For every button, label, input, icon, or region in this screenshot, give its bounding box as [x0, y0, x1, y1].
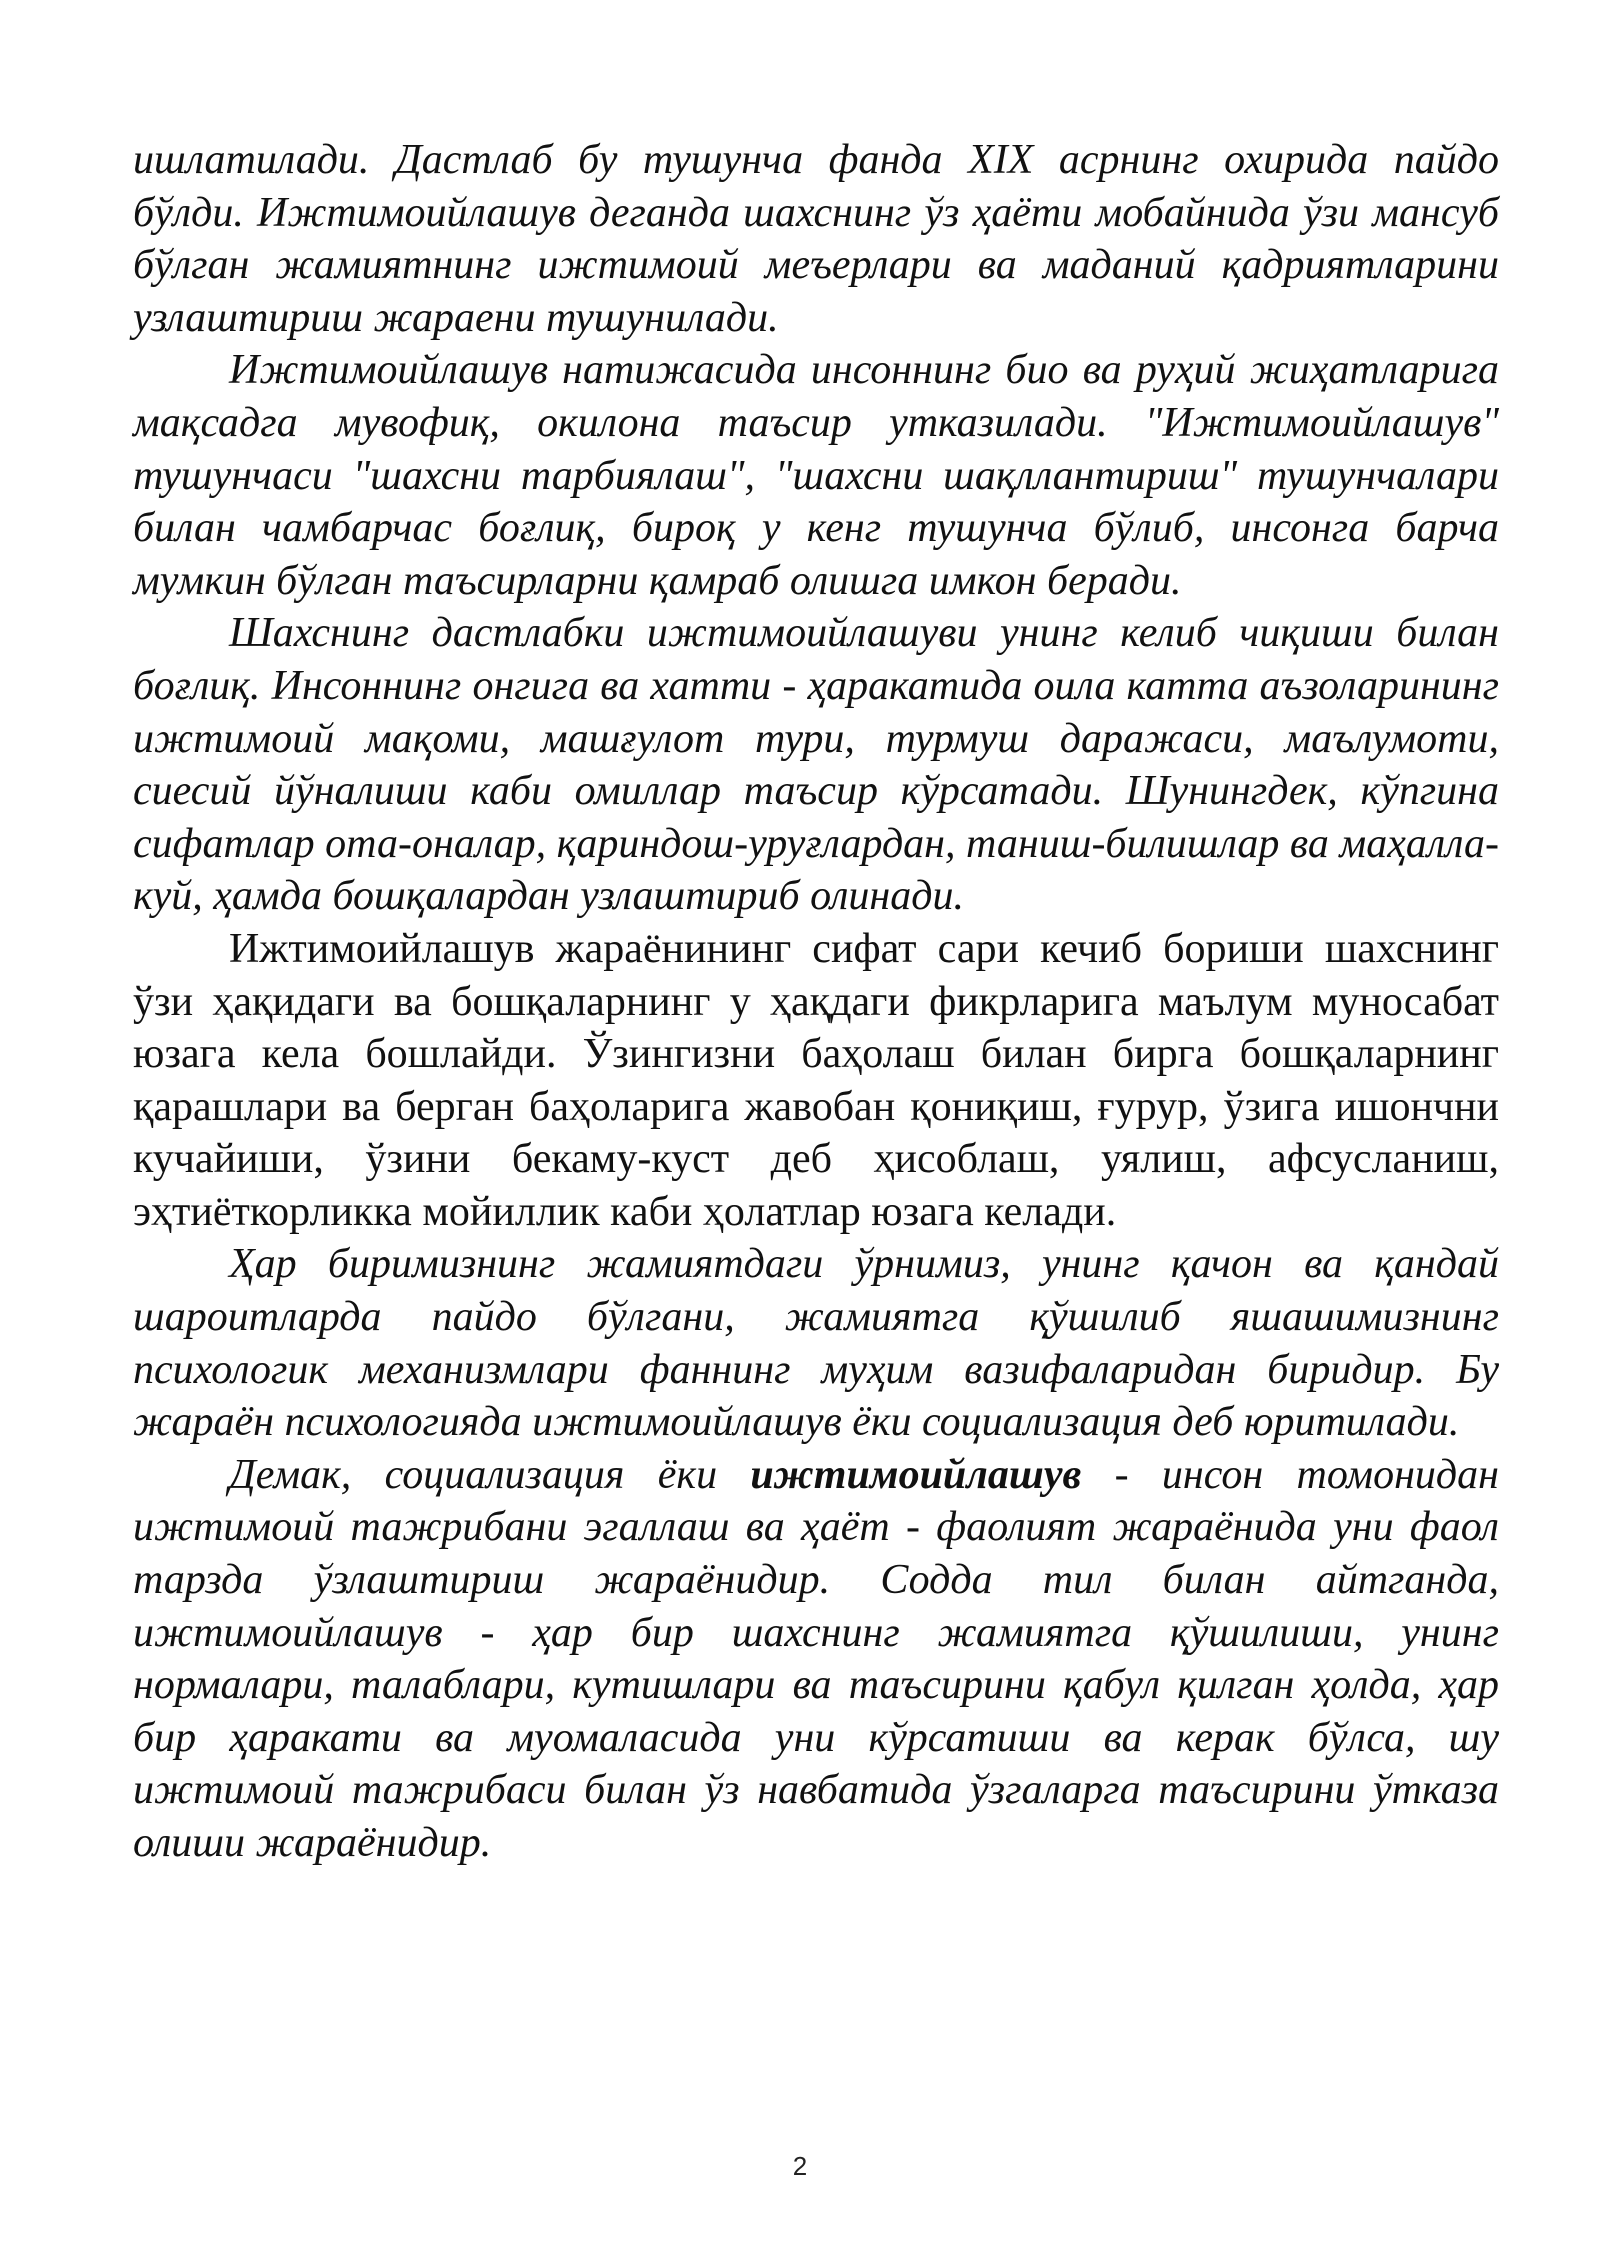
paragraph-initial-socialization: Шахснинг дастлабки ижтимоийлашуви унинг келиб чиқиши билан боғлиқ. Инсоннинг онгига ва хатти - ҳаракатида оила катта аъзоларининг ижтимоий мақоми, машғулот тури, турмуш даражаси, маълумоти, сиесий йўналиши каби омиллар таъсир кўрсатади. Шунингдек, кўпгина сифатлар ота-оналар, қариндош-уруғлардан, таниш-билишлар ва маҳалла-куй, ҳамда бошқалардан узлаштириб олинади. — [133, 610, 1499, 920]
definition-body-text: - инсон томонидан ижтимоий тажрибани эгаллаш ва ҳаёт - фаолият жараёнида уни фаол тарзда ўзлаштириш жараёнидир. Содда тил билан айтганда, ижтимоийлашув - ҳар бир шахснинг жамиятга қўшилиши, унинг нормалари, талаблари, кутишлари ва таъсирини қабул қилган ҳолда, ҳар бир ҳаракати ва муомаласида уни кўрсатиши ва керак бўлса, шу ижтимоий тажрибаси билан ўз навбатида ўзгаларга таъсирини ўтказа олиши жараёнидир. — [133, 1451, 1499, 1866]
paragraph-continuation: ишлатилади. Дастлаб бу тушунча фанда XIX асрнинг охирида пайдо бўлди. Ижтимоийлашув деганда шахснинг ўз ҳаёти мобайнида ўзи мансуб бўлган жамиятнинг ижтимоий меъерлари ва маданий қадриятларини узлаштириш жараени тушунилади. — [133, 137, 1499, 341]
page-body — [133, 134, 1499, 1870]
paragraph-definition — [133, 1449, 1499, 1870]
page-number: 2 — [792, 2151, 808, 2181]
definition-term: ижтимоийлашув — [750, 1451, 1082, 1498]
paragraph-society-place: Ҳар биримизнинг жамиятдаги ўрнимиз, унинг қачон ва қандай шароитларда пайдо бўлгани, жамиятга қўшилиб яшашимизнинг психологик механизмлари фаннинг муҳим вазифаларидан биридир. Бу жараён психологияда ижтимоийлашув ёки социализация деб юритилади. — [133, 1241, 1499, 1446]
paragraph-self-assessment: Ижтимоийлашув жараёнининг сифат сари кечиб бориши шахснинг ўзи ҳақидаги ва бошқаларнинг у ҳақдаги фикрларига маълум муносабат юзага кела бошлайди. Ўзингизни баҳолаш билан бирга бошқаларнинг қарашлари ва берган баҳоларига жавобан қониқиш, ғурур, ўзига ишончни кучайиши, ўзини бекаму-куст деб ҳисоблаш, уялиш, афсусланиш, эҳтиёткорликка мойиллик каби ҳолатлар юзага келади. — [133, 925, 1499, 1235]
definition-lead-text: Демак, социализация ёки — [229, 1451, 751, 1498]
paragraph-socialization-result: Ижтимоийлашув натижасида инсоннинг био ва руҳий жиҳатларига мақсадга мувофиқ, окилона таъсир утказилади. "Ижтимоийлашув" тушунчаси "шахсни тарбиялаш", "шахсни шақллантириш" тушунчалари билан чамбарчас боғлиқ, бироқ у кенг тушунча бўлиб, инсонга барча мумкин бўлган таъсирларни қамраб олишга имкон беради. — [133, 347, 1499, 604]
